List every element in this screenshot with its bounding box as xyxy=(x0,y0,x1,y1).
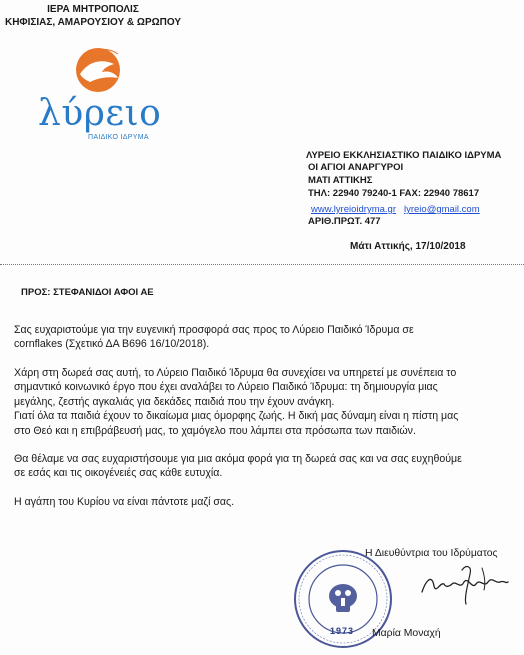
metropolis-subtitle: ΚΗΦΙΣΙΑΣ, ΑΜΑΡΟΥΣΙΟΥ & ΩΡΩΠΟΥ xyxy=(4,17,182,28)
header-divider xyxy=(0,264,524,265)
text-line: Θα θέλαμε να σας ευχαριστήσουμε για μια ακόμα φορά για τη δωρεά σας και να σας ευχηθούμε xyxy=(14,453,462,465)
institution-name: ΛΥΡΕΙΟ ΕΚΚΛΗΣΙΑΣΤΙΚΟ ΠΑΙΔΙΚΟ ΙΔΡΥΜΑ xyxy=(306,150,502,161)
paragraph-thanks xyxy=(14,323,514,352)
email-link[interactable]: lyreio@gmail.com xyxy=(404,204,480,215)
lyreio-logo xyxy=(28,40,162,141)
protocol-number: ΑΡΙΘ.ΠΡΩΤ. 477 xyxy=(308,216,381,227)
paragraph-mission xyxy=(14,366,514,438)
dove-icon xyxy=(28,40,160,100)
paragraph-wishes xyxy=(14,452,514,481)
paragraph-blessing xyxy=(14,495,514,509)
letter-date: Μάτι Αττικής, 17/10/2018 xyxy=(350,241,466,252)
text-line: Χάρη στη δωρεά σας αυτή, το Λύρειο Παιδικό Ίδρυμα θα συνεχίσει να υπηρετεί με συνέπεια το xyxy=(14,367,457,379)
text-line: cornflakes (Σχετικό ΔΑ Β696 16/10/2018). xyxy=(14,338,210,351)
text-line: σε εσάς και τις οικογένειές σας κάθε ευτυχία. xyxy=(14,467,223,480)
signatory-name: Μαρία Μοναχή xyxy=(372,628,441,639)
contact-links xyxy=(311,204,480,215)
text-line: Σας ευχαριστούμε για την ευγενική προσφορά σας προς το Λύρειο Παιδικό Ίδρυμα σε xyxy=(14,324,414,336)
logo-subtitle: ΠΑΙΔΙΚΟ ΙΔΡΥΜΑ xyxy=(88,134,149,141)
text-line: Η αγάπη του Κυρίου να είναι πάντοτε μαζί σας. xyxy=(14,496,235,508)
metropolis-title: ΙΕΡΑ ΜΗΤΡΟΠΟΛΙΣ xyxy=(47,4,139,15)
stamp-year: 1973 xyxy=(330,626,355,636)
institution-parish: ΟΙ ΑΓΙΟΙ ΑΝΑΡΓΥΡΟΙ xyxy=(308,162,404,173)
text-line: σημαντικό κοινωνικό έργο που έχει αναλάβει το Λύρειο Παιδικό Ίδρυμα: τη δημιουργία μιας xyxy=(14,381,438,394)
website-link[interactable]: www.lyreioidryma.gr xyxy=(311,204,396,215)
institution-location: ΜΑΤΙ ΑΤΤΙΚΗΣ xyxy=(308,175,373,186)
text-line: μεγάλης, ζεστής αγκαλιάς για δεκάδες παιδιά που την έχουν ανάγκη. xyxy=(14,395,335,408)
logo-wordmark: λύρειο xyxy=(38,93,162,134)
text-line: Γιατί όλα τα παιδιά έχουν το δικαίωμα μιας όμορφης ζωής. Η δική μας δύναμη είναι η πίστη μας xyxy=(14,410,459,423)
handwritten-signature xyxy=(416,560,512,608)
signatory-role: Η Διευθύντρια του Ιδρύματος xyxy=(365,548,498,559)
text-line: στο Θεό και η επιβράβευσή μας, το χαμόγελο που λάμπει στα πρόσωπα των παιδιών. xyxy=(14,424,416,437)
recipient-line: ΠΡΟΣ: ΣΤΕΦΑΝΙΔΟΙ ΑΦΟΙ ΑΕ xyxy=(21,287,154,298)
institution-phones: ΤΗΛ: 22940 79240-1 FAX: 22940 78617 xyxy=(308,188,480,199)
